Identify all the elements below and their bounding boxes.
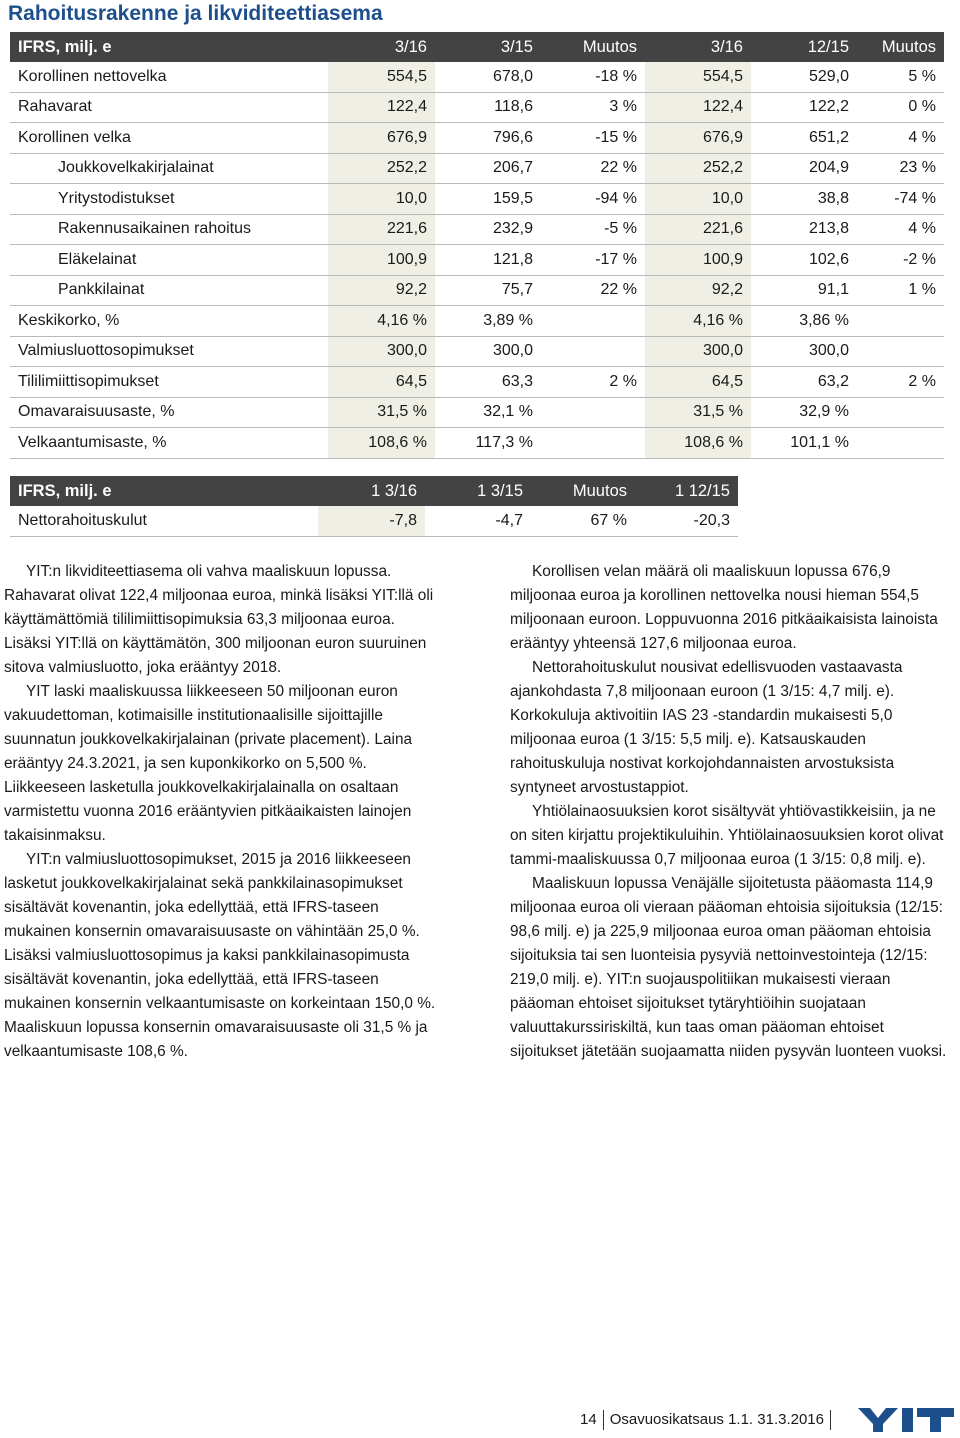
paragraph: Nettorahoituskulut nousivat edellisvuoden vastaavasta ajankohdasta 7,8 miljoonaan euroon (1 3/15: 4,7 milj. e). Korkokuluja aktivoitiin IAS 23 -standardin mukaisesti 5,0 miljoonaa euroa (1 3/15: 5,5 milj. e). Katsauskauden rahoituskuluja nostivat korkojohdannaisten arvostuksista syntyneet arvostustappiot. [510, 659, 903, 796]
page-title: Rahoitusrakenne ja likviditeettiasema [8, 2, 383, 25]
table-cell: 67 % [590, 511, 627, 529]
table-cell: 651,2 [808, 128, 849, 146]
table-cell [857, 397, 944, 428]
table-cell: 5 % [908, 67, 936, 85]
row-label: Rakennusaikainen rahoitus [58, 220, 252, 238]
table-cell: 122,2 [808, 98, 849, 116]
table-cell: 2 % [908, 372, 936, 390]
table-row [10, 214, 944, 245]
table-cell: 64,5 [328, 367, 435, 398]
table-cell: -2 % [903, 250, 936, 268]
column-header: IFRS, milj. e [10, 32, 328, 62]
table-cell: 23 % [899, 159, 936, 177]
table-cell: 3,89 % [435, 306, 541, 337]
table-row [10, 367, 944, 398]
table-cell: 1 % [908, 281, 936, 299]
row-label: Joukkovelkakirjalainat [58, 159, 214, 177]
table-cell: 22 % [600, 281, 637, 299]
table-cell: 92,2 [328, 275, 435, 306]
table-cell: 204,9 [808, 159, 849, 177]
table-cell: 31,5 % [328, 397, 435, 428]
table-row [10, 62, 944, 92]
table-cell: 300,0 [645, 336, 751, 367]
table-row [10, 123, 944, 154]
financing-table [10, 32, 944, 459]
paragraph: YIT:n valmiusluottosopimukset, 2015 ja 2016 liikkeeseen lasketut joukkovelkakirjalainat sekä pankkilainasopimukset sisältävät kovenantin, joka edellyttää, että IFRS-taseen mukainen konsernin omavaraisuusaste on vähintään 25,0 %. Lisäksi valmiusluottosopimus ja kaksi pankkilainasopimusta sisältävät kovenantin, joka edellyttää, että IFRS-taseen mukainen konsernin velkaantumisaste on korkeintaan 150,0 %. Maaliskuun lopussa konsernin omavaraisuusaste oli 31,5 % ja velkaantumisaste 108,6 %. [4, 851, 436, 1060]
column-header: Muutos [531, 476, 635, 506]
table-cell: 102,6 [808, 250, 849, 268]
table-cell: 122,4 [645, 92, 751, 123]
table-cell [541, 397, 645, 428]
table-cell: 91,1 [817, 281, 849, 299]
left-text-column [4, 560, 444, 1064]
net-financing-costs-table [10, 476, 738, 537]
footer-divider [830, 1410, 831, 1430]
table-cell: 252,2 [328, 153, 435, 184]
column-header: 3/16 [328, 32, 435, 62]
table-cell: 10,0 [645, 184, 751, 215]
table-cell: 213,8 [808, 220, 849, 238]
table-row [10, 306, 944, 337]
table-cell: 796,6 [492, 128, 533, 146]
table-cell: 4,16 % [328, 306, 435, 337]
table-row [10, 397, 944, 428]
table-cell: 221,6 [645, 214, 751, 245]
table-cell: 3,86 % [751, 306, 857, 337]
table-row [10, 336, 944, 367]
table-cell: 63,2 [817, 372, 849, 390]
table-cell [857, 336, 944, 367]
row-label: Valmiusluottosopimukset [10, 336, 328, 367]
table-cell: 232,9 [492, 220, 533, 238]
table-cell: -18 % [595, 67, 637, 85]
table-row [10, 184, 944, 215]
row-label: Nettorahoituskulut [18, 511, 147, 529]
table-cell [541, 306, 645, 337]
right-text-column [510, 560, 950, 1064]
table-cell: 38,8 [817, 189, 849, 207]
table-cell: 75,7 [501, 281, 533, 299]
table-cell: 92,2 [645, 275, 751, 306]
table-cell: 100,9 [645, 245, 751, 276]
table-cell: -7,8 [318, 506, 425, 536]
table-header-row [10, 476, 738, 506]
table-cell: -94 % [595, 189, 637, 207]
document-name: Osavuosikatsaus 1.1. 31.3.2016 [609, 1410, 824, 1428]
table-cell: -5 % [604, 220, 637, 238]
table-cell: 32,9 % [751, 397, 857, 428]
table-cell: 121,8 [492, 250, 533, 268]
row-label: Pankkilainat [58, 281, 145, 299]
table-cell: 4 % [908, 220, 936, 238]
table-cell: -74 % [894, 189, 936, 207]
table-header-row [10, 32, 944, 62]
table-row [10, 275, 944, 306]
table-cell: 108,6 % [328, 428, 435, 459]
table-cell: 300,0 [751, 336, 857, 367]
table-cell: 221,6 [328, 214, 435, 245]
column-header: 1 12/15 [635, 476, 738, 506]
table-row [10, 245, 944, 276]
column-header: 1 3/16 [318, 476, 425, 506]
table-cell: 529,0 [808, 67, 849, 85]
table-cell: 101,1 % [790, 433, 849, 451]
table-cell [541, 428, 645, 459]
row-label: Rahavarat [18, 98, 92, 116]
table-cell: 676,9 [645, 123, 751, 154]
row-label: Korollinen velka [18, 128, 131, 146]
paragraph: Yhtiölainaosuuksien korot sisältyvät yhtiövastikkeisiin, ja ne on siten kirjattu projektikuluihin. Yhtiölainaosuuksien korot olivat tammi-maaliskuussa 0,7 miljoonaa euroa (1 3/15: 0,8 milj. e). [510, 803, 944, 868]
table-cell: 3 % [609, 98, 637, 116]
paragraph: YIT:n likviditeettiasema oli vahva maaliskuun lopussa. Rahavarat olivat 122,4 miljoonaa euroa, minkä lisäksi YIT:llä oli käyttämättömiä tililimiittisopimuksia 63,3 miljoonaa euroa. Lisäksi YIT:llä on käyttämätön, 300 miljoonan euron suuruinen sitova valmiusluotto, joka erääntyy 2018. [4, 563, 434, 676]
table-cell: 252,2 [645, 153, 751, 184]
table-cell: 22 % [600, 159, 637, 177]
table-cell [857, 306, 944, 337]
yit-logo [858, 1406, 954, 1434]
table-cell: 300,0 [328, 336, 435, 367]
table-cell: 118,6 [494, 98, 533, 116]
row-label: Yritystodistukset [58, 189, 175, 207]
table-row [10, 428, 944, 459]
table-cell: 2 % [609, 372, 637, 390]
table-cell: 31,5 % [645, 397, 751, 428]
column-header: 3/16 [645, 32, 751, 62]
table-cell [857, 428, 944, 459]
paragraph: Korollisen velan määrä oli maaliskuun lopussa 676,9 miljoonaa euroa ja korollinen nettovelka nousi hieman 554,5 miljoonaan euroon. Loppuvuonna 2016 pitkäaikaisista lainoista erääntyy yhteensä 127,6 miljoonaa euroa. [510, 563, 938, 652]
table-cell: 206,7 [492, 159, 533, 177]
table-cell: 4 % [908, 128, 936, 146]
row-label: Keskikorko, % [10, 306, 328, 337]
table-cell: -4,7 [495, 511, 523, 529]
table-cell: -17 % [595, 250, 637, 268]
table-cell: 10,0 [328, 184, 435, 215]
column-header: Muutos [857, 32, 944, 62]
column-header: 12/15 [751, 32, 857, 62]
row-label: Omavaraisuusaste, % [10, 397, 328, 428]
table-row [10, 92, 944, 123]
footer-divider [603, 1410, 604, 1430]
table-cell: 159,5 [492, 189, 533, 207]
table-cell: 0 % [908, 98, 936, 116]
row-label: Tililimiittisopimukset [18, 372, 159, 390]
table-cell: -15 % [595, 128, 637, 146]
column-header: 3/15 [435, 32, 541, 62]
table-cell: 300,0 [435, 336, 541, 367]
table-cell: 32,1 % [435, 397, 541, 428]
table-cell: 676,9 [328, 123, 435, 154]
table-cell: 678,0 [492, 67, 533, 85]
table-cell: 100,9 [328, 245, 435, 276]
table-row [10, 153, 944, 184]
table-cell: 108,6 % [645, 428, 751, 459]
table-cell [541, 336, 645, 367]
column-header: 1 3/15 [425, 476, 531, 506]
table-row [10, 506, 738, 536]
table-cell: 554,5 [328, 62, 435, 92]
paragraph: YIT laski maaliskuussa liikkeeseen 50 miljoonan euron vakuudettoman, kotimaisille institutionaalisille sijoittajille suunnatun joukkovelkakirjalainan (private placement). Laina erääntyy 24.3.2021, ja sen kuponkikorko on 5,500 %. Liikkeeseen lasketulla joukkovelkakirjalainalla on osaltaan varmistettu vuonna 2016 erääntyvien pitkäaikaisten lainojen takaisinmaksu. [4, 683, 413, 844]
table-cell: 554,5 [645, 62, 751, 92]
table-cell: -20,3 [693, 511, 730, 529]
paragraph: Maaliskuun lopussa Venäjälle sijoitetusta pääomasta 114,9 miljoonaa euroa oli vieraan pääoman ehtoisia sijoituksia (12/15: 98,6 milj. e) ja 225,9 miljoonaa euroa oman pääoman ehtoisia sijoituksia tai sen luonteisia pysyviä nettoinvestointeja (12/15: 219,0 milj. e). YIT:n suojauspolitiikan mukaisesti vieraan pääoman ehtoiset sijoitukset tytäryhtiöihin suojataan valuuttakurssiriskiltä, kun taas oman pääoman ehtoiset sijoitukset jätetään suojaamatta niiden pysyvän luonteen vuoksi. [510, 875, 947, 1060]
table-cell: 64,5 [645, 367, 751, 398]
row-label: Velkaantumisaste, % [18, 433, 167, 451]
table-cell: 117,3 % [475, 433, 533, 451]
table-cell: 63,3 [501, 372, 533, 390]
page-footer [580, 1410, 837, 1430]
row-label: Korollinen nettovelka [18, 67, 167, 85]
table-cell: 4,16 % [645, 306, 751, 337]
column-header: Muutos [541, 32, 645, 62]
row-label: Eläkelainat [58, 250, 137, 268]
table-cell: 122,4 [328, 92, 435, 123]
page-number: 14 [580, 1410, 597, 1428]
column-header: IFRS, milj. e [10, 476, 318, 506]
